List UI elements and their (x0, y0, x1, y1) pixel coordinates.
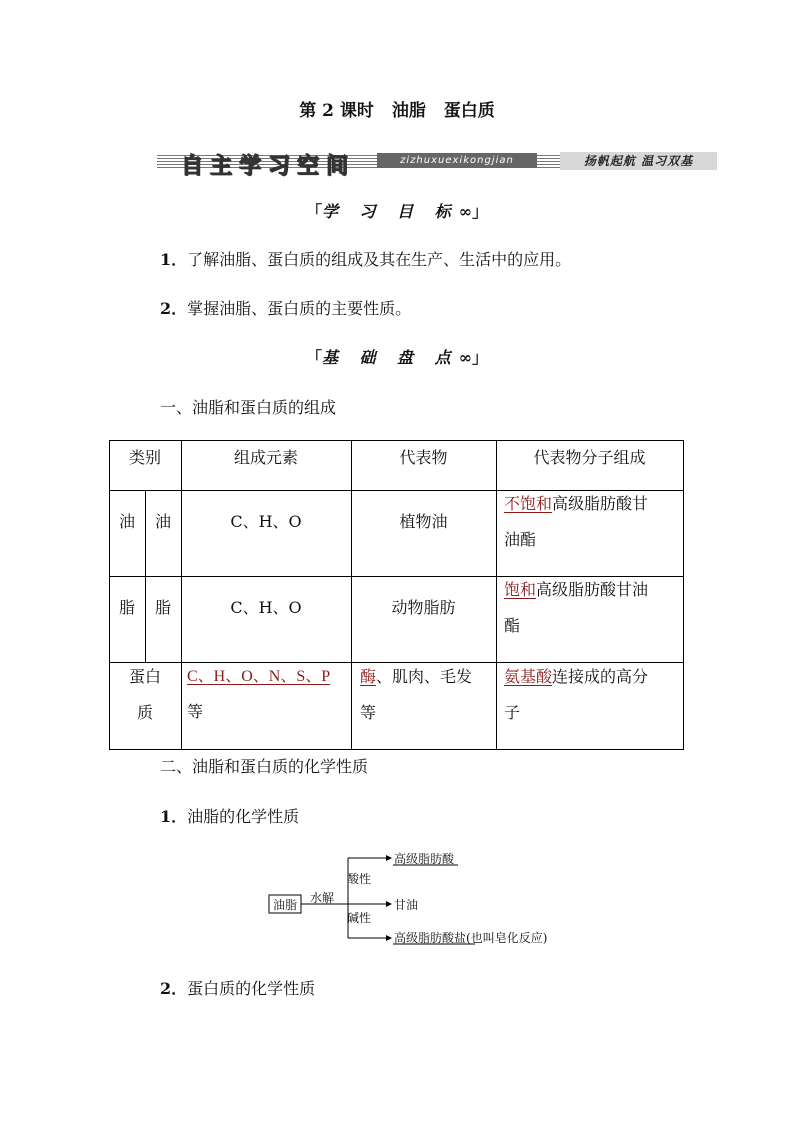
lesson-number: 第 2 课时 (299, 101, 374, 121)
banner-title: 自主学习空间 (181, 154, 356, 179)
banner-pinyin: zizhuxuexikongjian (377, 153, 537, 168)
goal-item-2 (160, 296, 411, 319)
composition-table (109, 440, 684, 750)
answer-underlined: 不饱和 (504, 494, 553, 513)
table-cell-representative: 动物脂肪 (391, 598, 456, 617)
table-cell-elements: C、H、O (230, 512, 302, 531)
table-border (109, 749, 684, 750)
answer-underlined: C、H、O、N、S、P (187, 668, 331, 685)
section-banner (157, 150, 717, 179)
table-cell-elements (187, 659, 349, 731)
table-cell-representative (360, 659, 494, 731)
table-header: 类别 (128, 448, 161, 467)
representative-text: 、肌肉、毛发 (376, 667, 473, 686)
category-text: 蛋白 (128, 667, 161, 686)
goal-number: 1． (160, 250, 188, 269)
elements-text: 等 (187, 704, 204, 721)
composition-text: 油酯 (504, 530, 537, 549)
table-header: 组成元素 (233, 448, 298, 467)
basics-heading-text: 基 础 盘 点 (321, 348, 459, 367)
goals-heading: 「学 习 目 标∞」 (305, 202, 489, 221)
subsection-number: 1． (160, 807, 188, 826)
table-cell-category (109, 659, 181, 731)
composition-text: 连接成的高分 (552, 667, 649, 686)
subsection-2-heading (160, 976, 315, 999)
table-header: 代表物 (399, 448, 448, 467)
goal-item-1 (160, 247, 571, 270)
table-border (496, 440, 497, 750)
banner-slogan: 扬帆起航 温习双基 (560, 152, 717, 170)
saponification-note: (也叫皂化反应) (466, 931, 548, 945)
answer-underlined: 酶 (360, 667, 377, 686)
table-cell-category: 脂 (118, 598, 135, 617)
diagram-product-glycerol: 甘油 (394, 898, 419, 912)
subsection-text: 蛋白质的化学性质 (187, 979, 316, 998)
goals-heading-text: 学 习 目 标 (321, 202, 459, 221)
composition-text: 酯 (504, 616, 521, 635)
goal-text: 了解油脂、蛋白质的组成及其在生产、生活中的应用。 (187, 250, 572, 269)
table-cell-elements: C、H、O (230, 598, 302, 617)
table-cell-category: 脂 (154, 598, 171, 617)
table-border (683, 440, 684, 750)
table-cell-composition (504, 486, 680, 558)
diagram-reactant: 油脂 (273, 898, 298, 912)
diagram-hydrolysis-label: 水解 (310, 891, 335, 905)
table-cell-composition (504, 572, 680, 644)
answer-underlined: 氨基酸 (504, 667, 553, 686)
diagram-acidic-label: 酸性 (347, 872, 372, 886)
table-cell-category: 油 (118, 512, 135, 531)
goal-number: 2． (160, 299, 188, 318)
category-text: 质 (136, 703, 153, 722)
diagram-product-acid: 高级脂肪酸 (394, 852, 455, 866)
basics-heading: 「基 础 盘 点∞」 (305, 348, 489, 367)
page-title (0, 96, 794, 121)
infinity-icon: ∞ (458, 348, 473, 367)
composition-text: 高级脂肪酸甘油 (536, 580, 649, 599)
diagram-basic-label: 碱性 (347, 911, 372, 925)
topic-protein: 蛋白质 (443, 101, 495, 121)
subsection-1-heading (160, 804, 299, 827)
table-cell-category: 油 (154, 512, 171, 531)
representative-text: 等 (360, 703, 377, 722)
composition-text: 子 (504, 703, 521, 722)
goal-text: 掌握油脂、蛋白质的主要性质。 (187, 299, 412, 318)
hydrolysis-diagram (268, 848, 568, 948)
answer-underlined: 饱和 (504, 580, 537, 599)
table-cell-composition (504, 659, 680, 731)
subsection-number: 2． (160, 979, 188, 998)
diagram-product-salt (394, 929, 547, 946)
table-cell-representative: 植物油 (399, 512, 448, 531)
subsection-text: 油脂的化学性质 (187, 807, 300, 826)
section-2-heading: 二、油脂和蛋白质的化学性质 (160, 757, 369, 776)
table-header: 代表物分子组成 (533, 448, 646, 467)
composition-text: 高级脂肪酸甘 (552, 494, 649, 513)
section-1-heading: 一、油脂和蛋白质的组成 (160, 398, 337, 417)
salt-text: 高级脂肪酸盐 (394, 931, 467, 945)
infinity-icon: ∞ (458, 202, 473, 221)
topic-fats: 油脂 (391, 101, 426, 121)
